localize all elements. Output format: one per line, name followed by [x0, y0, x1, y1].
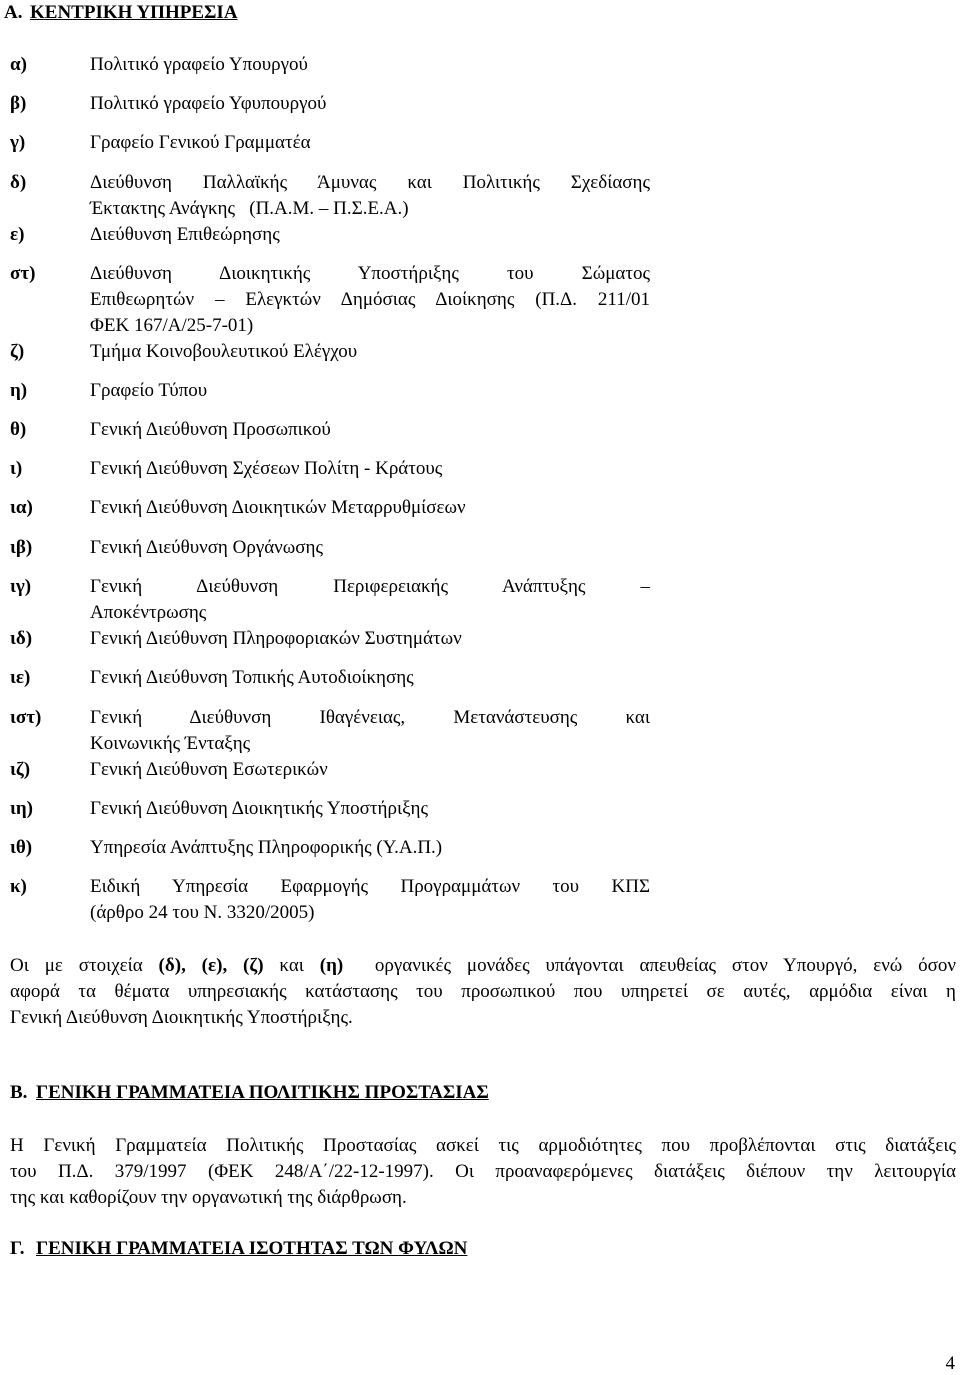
list-item: [10, 574, 650, 626]
item-marker: θ): [10, 419, 27, 440]
item-marker: ζ): [10, 341, 25, 362]
item-text: Πολιτικό γραφείο Υφυπουργού: [90, 93, 327, 114]
section-c-heading: [10, 1238, 467, 1260]
section-a-note: [10, 953, 956, 1031]
item-text: Υπηρεσία Ανάπτυξης Πληροφορικής (Υ.Α.Π.): [90, 837, 443, 858]
item-text: Αποκέντρωσης: [90, 602, 207, 623]
list-item: [10, 665, 650, 691]
item-text: Γραφείο Γενικού Γραμματέα: [90, 132, 311, 153]
section-b-letter: Β.: [10, 1082, 28, 1103]
list-item: [10, 705, 650, 757]
item-text: Διεύθυνση Παλλαϊκής Άμυνας και Πολιτικής Σχεδίασης: [90, 172, 650, 193]
list-item: [10, 91, 650, 117]
section-c-letter: Γ.: [10, 1238, 25, 1259]
section-b-paragraph: [10, 1133, 956, 1211]
item-text: Γενική Διεύθυνση Περιφερειακής Ανάπτυξης –: [90, 576, 650, 597]
item-marker: α): [10, 54, 27, 75]
item-marker: δ): [10, 172, 27, 193]
section-a-title: ΚΕΝΤΡΙΚΗ ΥΠΗΡΕΣΙΑ: [30, 2, 238, 23]
item-text: Επιθεωρητών – Ελεγκτών Δημόσιας Διοίκησης (Π.Δ. 211/01: [90, 289, 650, 310]
paragraph-line: Η Γενική Γραμματεία Πολιτικής Προστασίας ασκεί τις αρμοδιότητες που προβλέπονται στις διατάξεις: [10, 1135, 956, 1156]
item-marker: ιζ): [10, 759, 31, 780]
list-item: [10, 874, 650, 926]
item-marker: ιβ): [10, 537, 33, 558]
item-marker: ιε): [10, 667, 31, 688]
item-marker: ιη): [10, 798, 34, 819]
note-bold-refs: (δ), (ε), (ζ): [158, 955, 264, 976]
item-marker: ια): [10, 497, 33, 518]
page-number: 4: [945, 1353, 955, 1374]
item-text: Γενική Διεύθυνση Οργάνωσης: [90, 537, 323, 558]
item-text: Κοινωνικής Ένταξης: [90, 733, 251, 754]
item-text: Γενική Διεύθυνση Εσωτερικών: [90, 759, 328, 780]
item-text: Έκτακτης Ανάγκης (Π.Α.Μ. – Π.Σ.Ε.Α.): [90, 198, 409, 219]
item-text: Διεύθυνση Επιθεώρησης: [90, 224, 280, 245]
item-marker: ε): [10, 224, 25, 245]
item-text: (άρθρο 24 του Ν. 3320/2005): [90, 902, 315, 923]
item-text: Γενική Διεύθυνση Τοπικής Αυτοδιοίκησης: [90, 667, 414, 688]
section-b-heading: [10, 1082, 489, 1104]
list-item: [10, 417, 650, 443]
list-item: [10, 378, 650, 404]
section-a-letter: Α.: [4, 2, 23, 23]
item-text: Γενική Διεύθυνση Προσωπικού: [90, 419, 331, 440]
item-text: Γενική Διεύθυνση Διοικητικής Υποστήριξης: [90, 798, 429, 819]
item-text: Γενική Διεύθυνση Ιθαγένειας, Μετανάστευσης και: [90, 707, 650, 728]
item-marker: στ): [10, 263, 36, 284]
list-item: [10, 170, 650, 222]
item-text: Διεύθυνση Διοικητικής Υποστήριξης του Σώματος: [90, 263, 650, 284]
item-text: Πολιτικό γραφείο Υπουργού: [90, 54, 308, 75]
paragraph-line: του Π.Δ. 379/1997 (ΦΕΚ 248/Α΄/22-12-1997). Οι προαναφερόμενες διατάξεις διέπουν την λειτουργία: [10, 1161, 956, 1182]
item-marker: ιδ): [10, 628, 33, 649]
list-item: [10, 130, 650, 156]
list-item: [10, 222, 650, 248]
note-bold-ref: (η): [319, 955, 344, 976]
item-marker: ιθ): [10, 837, 33, 858]
list-item: [10, 535, 650, 561]
item-marker: ι): [10, 458, 23, 479]
item-marker: κ): [10, 876, 27, 897]
list-item: [10, 757, 650, 783]
item-text: Ειδική Υπηρεσία Εφαρμογής Προγραμμάτων του ΚΠΣ: [90, 876, 650, 897]
list-item: [10, 626, 650, 652]
item-text: Γραφείο Τύπου: [90, 380, 208, 401]
list-item: [10, 835, 650, 861]
paragraph-line: της και καθορίζουν την οργανωτική της διάρθρωση.: [10, 1187, 407, 1208]
note-text: Οι με στοιχεία: [10, 955, 159, 976]
list-item: [10, 261, 650, 339]
item-text: Γενική Διεύθυνση Σχέσεων Πολίτη - Κράτους: [90, 458, 443, 479]
item-marker: η): [10, 380, 28, 401]
note-text: και: [263, 955, 320, 976]
item-text: Γενική Διεύθυνση Πληροφοριακών Συστημάτων: [90, 628, 462, 649]
note-line-3: Γενική Διεύθυνση Διοικητικής Υποστήριξης.: [10, 1007, 353, 1028]
list-item: [10, 52, 650, 78]
note-line-1: [10, 953, 956, 979]
item-marker: β): [10, 93, 27, 114]
list-item: [10, 495, 650, 521]
list-item: [10, 456, 650, 482]
item-marker: ιγ): [10, 576, 32, 597]
section-a-heading: [4, 2, 238, 24]
note-line-2: αφορά τα θέματα υπηρεσιακής κατάστασης του προσωπικού που υπηρετεί σε αυτές, αρμόδια είναι η: [10, 981, 956, 1002]
item-text: Γενική Διεύθυνση Διοικητικών Μεταρρυθμίσεων: [90, 497, 466, 518]
item-marker: ιστ): [10, 707, 42, 728]
list-item: [10, 339, 650, 365]
item-marker: γ): [10, 132, 26, 153]
section-c-title: ΓΕΝΙΚΗ ΓΡΑΜΜΑΤΕΙΑ ΙΣΟΤΗΤΑΣ ΤΩΝ ΦΥΛΩΝ: [36, 1238, 468, 1259]
item-text: Τμήμα Κοινοβουλευτικού Ελέγχου: [90, 341, 358, 362]
section-b-title: ΓΕΝΙΚΗ ΓΡΑΜΜΑΤΕΙΑ ΠΟΛΙΤΙΚΗΣ ΠΡΟΣΤΑΣΙΑΣ: [36, 1082, 489, 1103]
item-text: ΦΕΚ 167/Α/25-7-01): [90, 315, 254, 336]
list-item: [10, 796, 650, 822]
note-text: οργανικές μονάδες υπάγονται απευθείας στον Υπουργό, ενώ όσον: [343, 955, 956, 976]
